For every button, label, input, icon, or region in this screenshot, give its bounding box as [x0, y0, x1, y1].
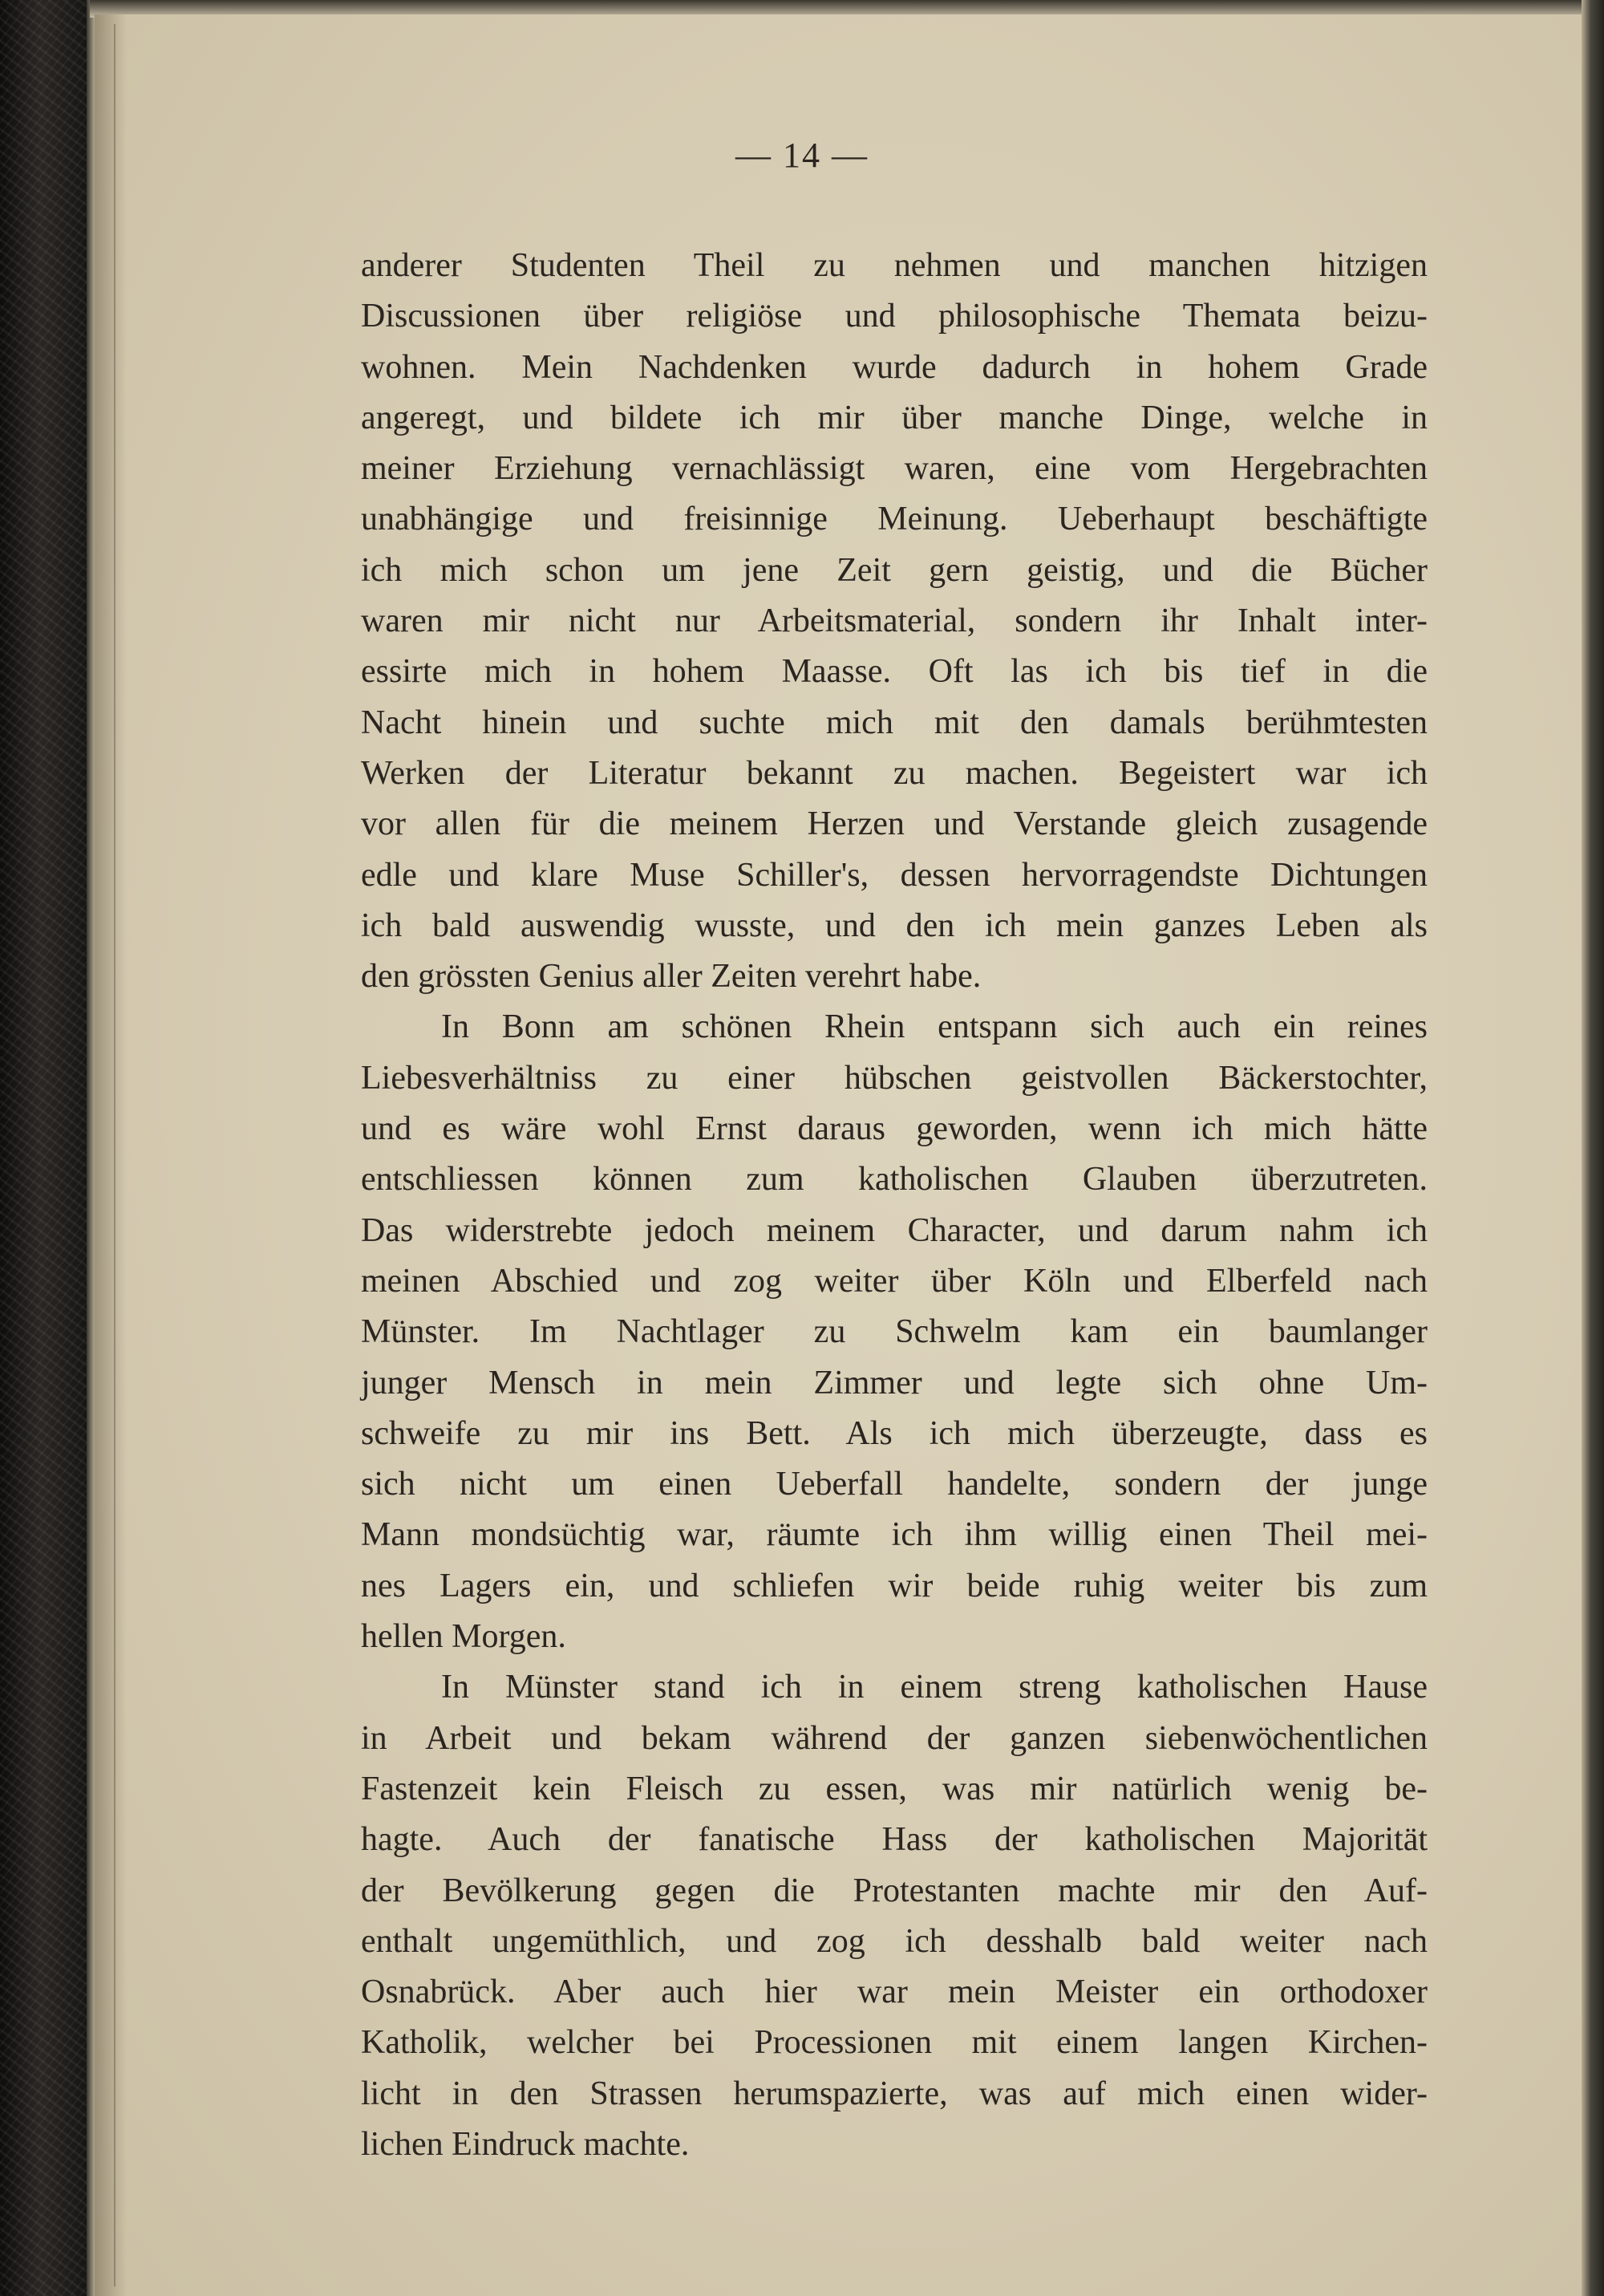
gutter-line: [114, 24, 115, 2286]
text-line: den grössten Genius aller Zeiten verehrt habe.: [361, 958, 982, 996]
text-line: meiner Erziehung vernachlässigt waren, eine vom Hergebrachten: [361, 450, 1428, 488]
text-line: essirte mich in hohem Maasse. Oft las ich bis tief in die: [361, 653, 1428, 691]
text-line: waren mir nicht nur Arbeitsmaterial, sondern ihr Inhalt inter-: [361, 602, 1428, 640]
page-number: — 14 —: [735, 136, 869, 175]
text-line: Das widerstrebte jedoch meinem Character, und darum nahm ich: [361, 1211, 1428, 1249]
text-line: Osnabrück. Aber auch hier war mein Meister ein orthodoxer: [361, 1974, 1428, 2011]
text-line: in Arbeit und bekam während der ganzen siebenwöchentlichen: [361, 1719, 1428, 1757]
text-line: entschliessen können zum katholischen Glauben überzutreten.: [361, 1161, 1428, 1199]
text-line: Katholik, welcher bei Processionen mit einem langen Kirchen-: [361, 2024, 1428, 2062]
text-line: Werken der Literatur bekannt zu machen. Begeistert war ich: [361, 754, 1428, 792]
paragraph-1: [361, 241, 1428, 1002]
text-line: Discussionen über religiöse und philosophische Themata beizu-: [361, 298, 1428, 335]
text-line: angeregt, und bildete ich mir über manche Dinge, welche in: [361, 399, 1428, 436]
text-line: hagte. Auch der fanatische Hass der katholischen Majorität: [361, 1821, 1428, 1859]
book-binding: [0, 0, 90, 2296]
text-line: Mann mondsüchtig war, räumte ich ihm willig einen Theil mei-: [361, 1516, 1428, 1554]
text-line: Nacht hinein und suchte mich mit den damals berühmtesten: [361, 704, 1428, 741]
page-right-edge: [1582, 0, 1604, 2296]
text-line: In Münster stand ich in einem streng katholischen Hause: [441, 1669, 1428, 1706]
text-line: ich bald auswendig wusste, und den ich mein ganzes Leben als: [361, 907, 1428, 944]
text-line: lichen Eindruck machte.: [361, 2125, 690, 2163]
text-line: anderer Studenten Theil zu nehmen und manchen hitzigen: [361, 247, 1428, 284]
text-line: vor allen für die meinem Herzen und Verstande gleich zusagende: [361, 805, 1428, 843]
text-line: meinen Abschied und zog weiter über Köln und Elberfeld nach: [361, 1262, 1428, 1300]
text-line: wohnen. Mein Nachdenken wurde dadurch in hohem Grade: [361, 348, 1428, 386]
text-line: sich nicht um einen Ueberfall handelte, sondern der junge: [361, 1466, 1428, 1503]
text-line: der Bevölkerung gegen die Protestanten machte mir den Auf-: [361, 1872, 1428, 1909]
text-line: und es wäre wohl Ernst daraus geworden, wenn ich mich hätte: [361, 1110, 1428, 1148]
text-line: junger Mensch in mein Zimmer und legte sich ohne Um-: [361, 1364, 1428, 1402]
text-line: unabhängige und freisinnige Meinung. Ueberhaupt beschäftigte: [361, 501, 1428, 538]
text-line: licht in den Strassen herumspazierte, was auf mich einen wider-: [361, 2075, 1428, 2112]
paragraph-2: [361, 1002, 1428, 1662]
text-line: nes Lagers ein, und schliefen wir beide ruhig weiter bis zum: [361, 1567, 1428, 1604]
body-text: [361, 241, 1428, 2170]
text-line: hellen Morgen.: [361, 1618, 566, 1656]
text-line: ich mich schon um jene Zeit gern geistig, und die Bücher: [361, 551, 1428, 589]
text-line: Fastenzeit kein Fleisch zu essen, was mir natürlich wenig be-: [361, 1770, 1428, 1807]
text-line: enthalt ungemüthlich, und zog ich desshalb bald weiter nach: [361, 1922, 1428, 1960]
text-line: schweife zu mir ins Bett. Als ich mich überzeugte, dass es: [361, 1414, 1428, 1452]
text-line: Liebesverhältniss zu einer hübschen geistvollen Bäckerstochter,: [361, 1059, 1428, 1097]
text-line: In Bonn am schönen Rhein entspann sich auch ein reines: [441, 1008, 1428, 1046]
text-line: edle und klare Muse Schiller's, dessen hervorragendste Dichtungen: [361, 856, 1428, 894]
gutter-shadow: [95, 14, 127, 2296]
paragraph-3: [361, 1662, 1428, 2170]
text-line: Münster. Im Nachtlager zu Schwelm kam ein baumlanger: [361, 1313, 1428, 1351]
